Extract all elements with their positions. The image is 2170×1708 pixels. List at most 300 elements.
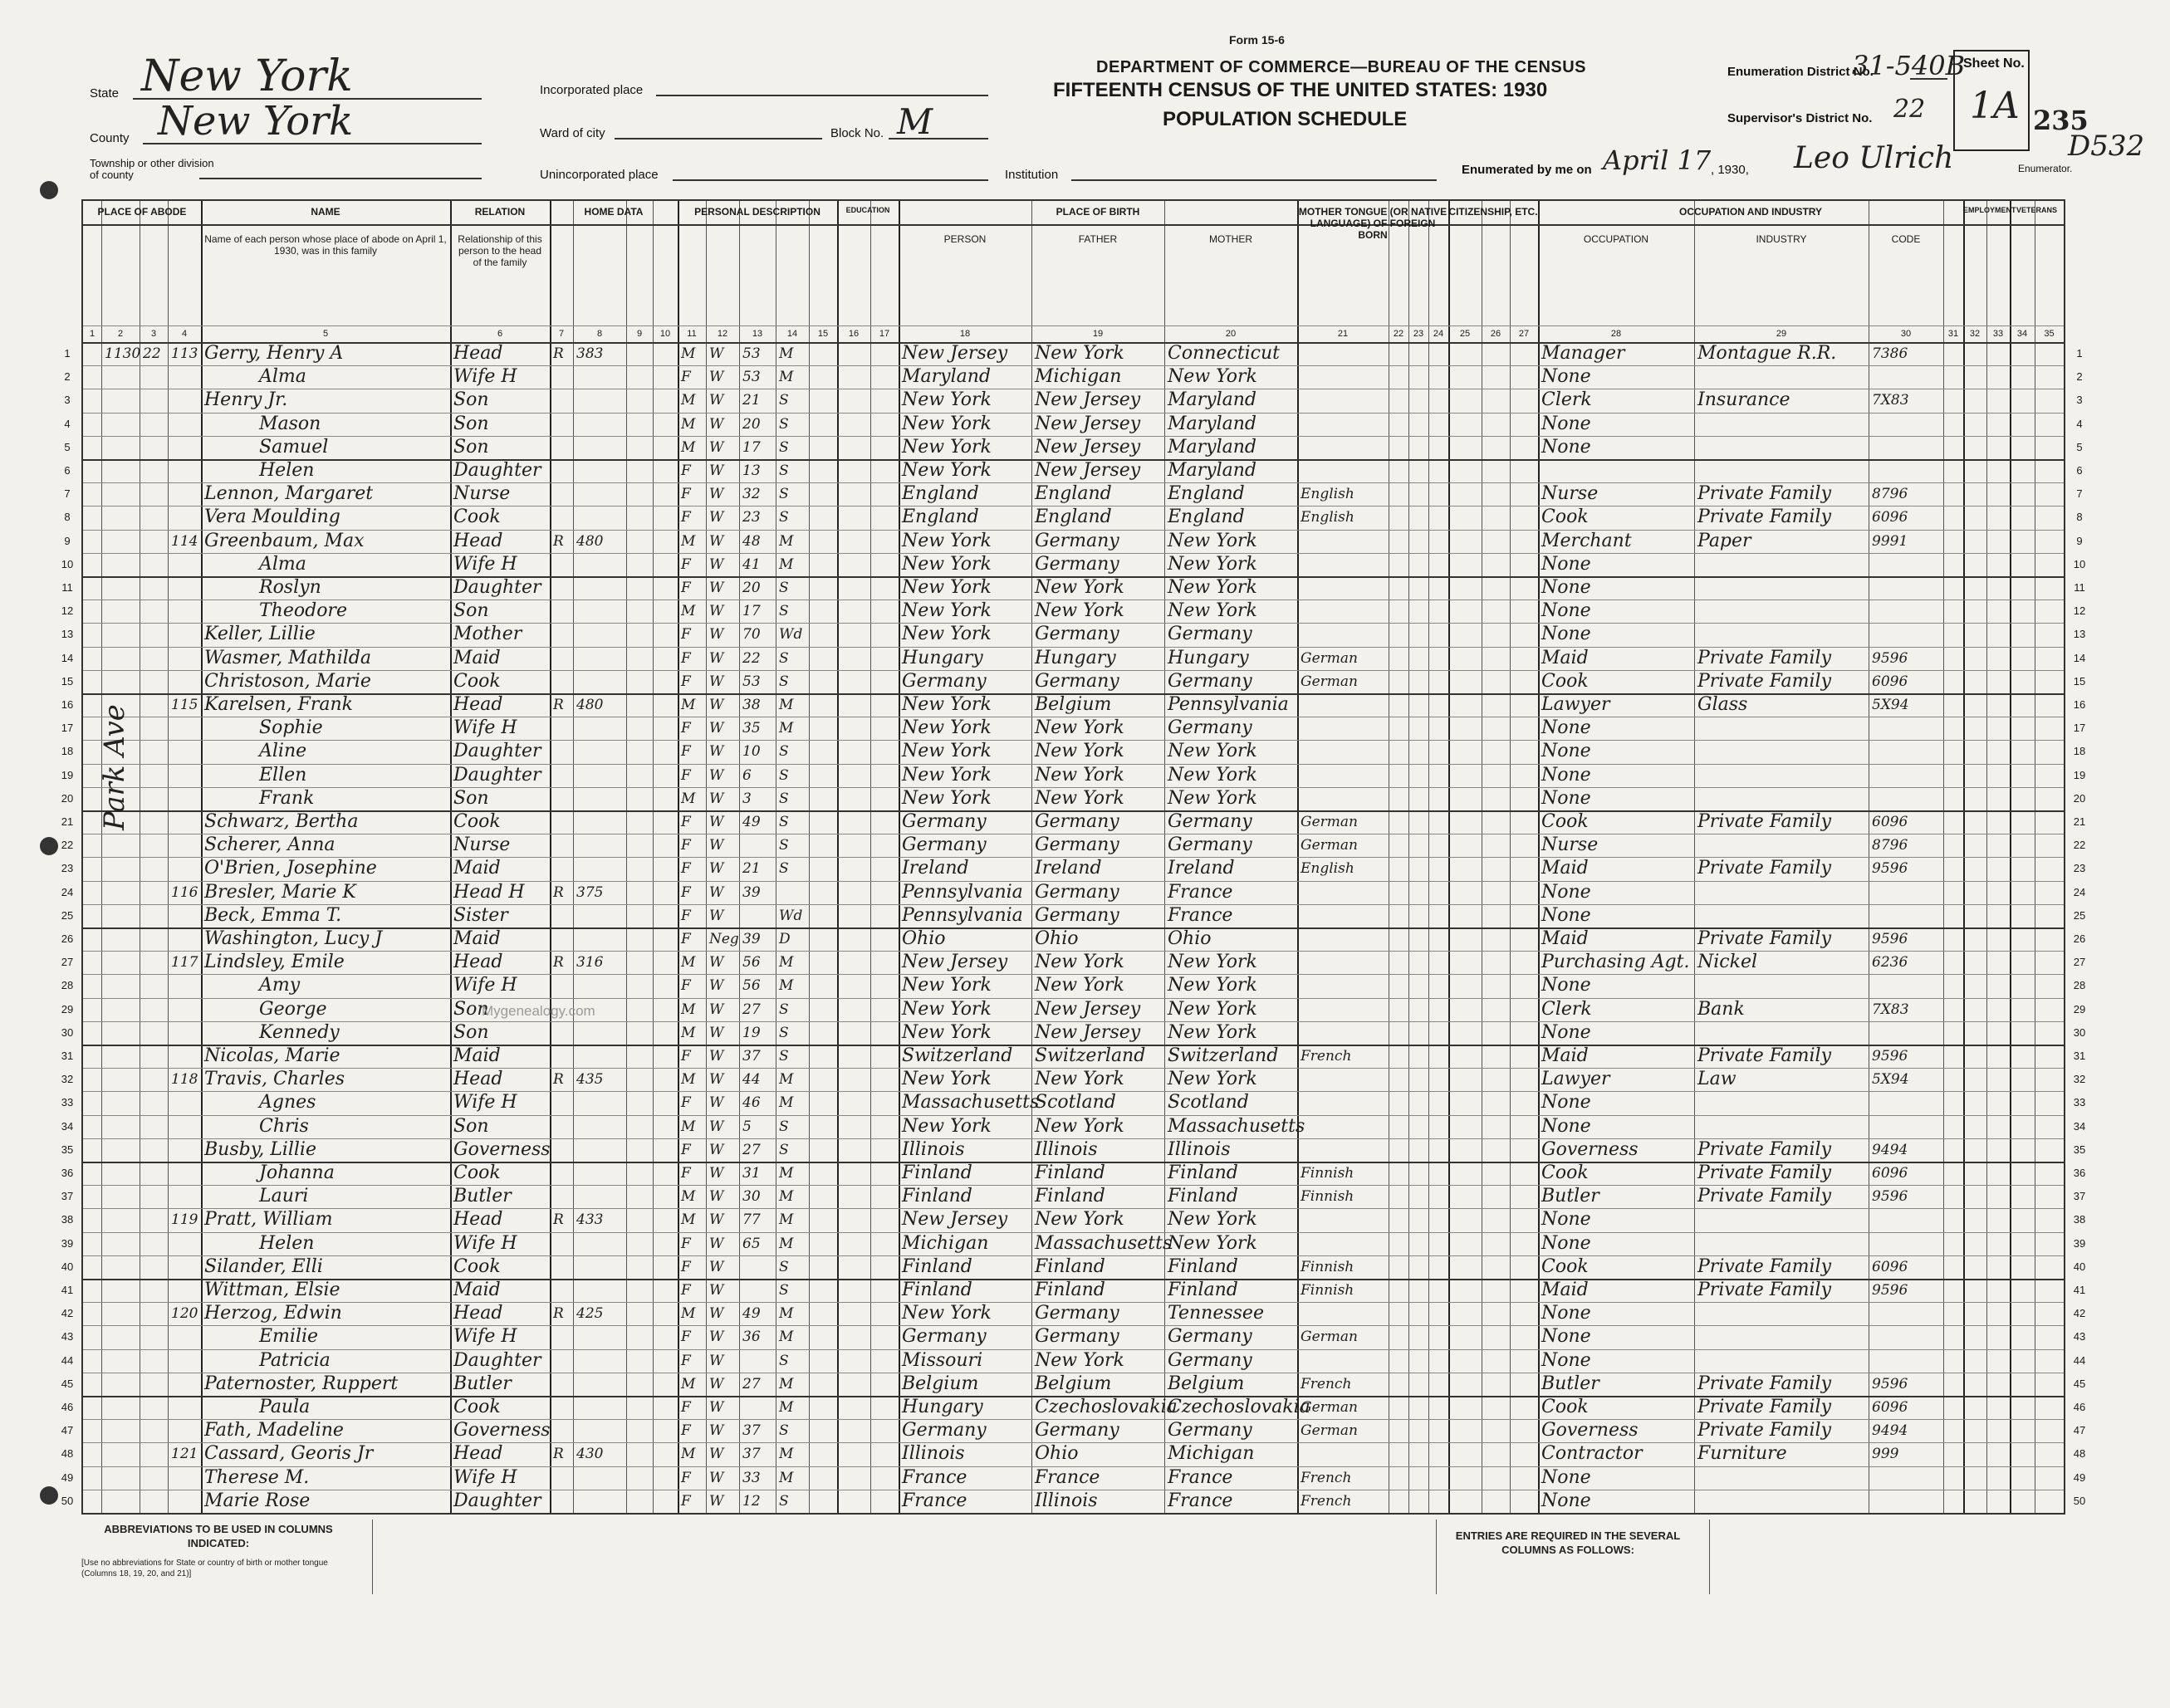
cell-age: 17 (742, 603, 761, 620)
cell-race: W (709, 1258, 724, 1275)
column-number: 7 (558, 329, 565, 339)
cell-fpob: Finland (1035, 1280, 1105, 1300)
cell-name: Amy (259, 975, 301, 996)
cell-ind: Paper (1697, 530, 1751, 551)
row-number: 9 (64, 534, 71, 547)
cell-age: 20 (742, 415, 761, 433)
cell-occ: Maid (1541, 858, 1589, 879)
cell-tongue: Finnish (1301, 1188, 1354, 1206)
column-header-name: Name of each person whose place of abode on April 1, 1930, was in this family (204, 233, 447, 257)
cell-code: 6096 (1872, 1165, 1908, 1182)
cell-code: 6096 (1872, 509, 1908, 526)
cell-sex: F (681, 673, 691, 690)
cell-mar: M (779, 954, 794, 971)
cell-occ: None (1541, 787, 1591, 809)
cell-tongue: Finnish (1301, 1165, 1354, 1182)
cell-ind: Private Family (1697, 1397, 1832, 1417)
cell-mpob: New York (1168, 600, 1257, 622)
cell-sex: F (681, 766, 691, 784)
cell-tongue: German (1301, 649, 1358, 667)
cell-mpob: England (1168, 483, 1245, 505)
cell-house: 1130 (105, 345, 141, 362)
cell-tongue: French (1301, 1375, 1352, 1392)
cell-fpob: Michigan (1035, 366, 1122, 388)
cell-code: 9596 (1872, 1282, 1908, 1299)
cell-sex: F (681, 743, 691, 761)
cell-pob: New York (902, 389, 992, 411)
cell-name: Samuel (259, 436, 329, 458)
cell-name: Gerry, Henry A (204, 343, 344, 364)
cell-fam: 117 (171, 954, 198, 971)
cell-rel: Wife H (453, 1466, 517, 1488)
column-number: 29 (1776, 329, 1787, 339)
cell-pob: New Jersey (902, 1209, 1008, 1231)
cell-mar: S (779, 462, 789, 479)
row-number: 16 (61, 698, 74, 711)
row-number: 48 (61, 1447, 74, 1461)
cell-sex: M (681, 1071, 696, 1089)
cell-pob: Ireland (902, 858, 969, 879)
block-label: Block No. (830, 126, 884, 140)
cell-occ: None (1541, 413, 1591, 434)
cell-pob: New York (902, 460, 992, 481)
cell-pob: New York (902, 413, 992, 434)
row-number: 40 (2073, 1260, 2086, 1273)
row-number: 48 (2073, 1447, 2086, 1461)
cell-code: 6096 (1872, 1399, 1908, 1416)
cell-mar: M (779, 1165, 794, 1182)
cell-mar: M (779, 720, 794, 737)
cell-occ: Lawyer (1541, 694, 1610, 715)
cell-mpob: Finland (1168, 1162, 1238, 1183)
cell-mar: S (779, 1492, 789, 1510)
cell-sex: F (681, 486, 691, 503)
cell-rel: Cook (453, 1397, 501, 1417)
cell-mar: S (779, 438, 789, 456)
cell-mpob: Maryland (1168, 460, 1256, 481)
cell-mar: S (779, 743, 789, 761)
group-header: VETERANS (2016, 206, 2057, 214)
stamp-number: 235 (2033, 105, 2089, 136)
group-header: HOME DATA (584, 206, 644, 218)
cell-occ: None (1541, 975, 1591, 996)
cell-name: Frank (259, 787, 315, 809)
cell-ind: Insurance (1697, 389, 1790, 411)
cell-race: W (709, 697, 724, 713)
cell-fam: 114 (171, 532, 198, 550)
cell-name: Sophie (259, 717, 323, 739)
cell-race: W (709, 1188, 724, 1206)
cell-fam: 121 (171, 1446, 198, 1463)
cell-home: R (553, 532, 564, 550)
cell-pob: New York (902, 764, 992, 785)
cell-occ: Cook (1541, 811, 1589, 832)
cell-tongue: German (1301, 814, 1358, 830)
cell-race: W (709, 954, 724, 971)
cell-age: 30 (742, 1188, 761, 1206)
cell-fpob: Scotland (1035, 1092, 1116, 1113)
row-number: 31 (61, 1050, 74, 1062)
cell-name: Scherer, Anna (204, 834, 336, 856)
row-number: 45 (61, 1377, 74, 1390)
cell-rel: Maid (453, 928, 501, 949)
column-header-rel: Relationship of this person to the head of the family (458, 233, 542, 268)
ward-label: Ward of city (540, 126, 605, 140)
cell-sex: F (681, 1141, 691, 1158)
row-number: 35 (2073, 1143, 2086, 1156)
cell-sex: F (681, 977, 691, 995)
cell-fpob: New York (1035, 764, 1124, 785)
township-label: Township or other division of county (90, 157, 214, 182)
cell-mar: M (779, 1094, 794, 1112)
cell-mar: S (779, 790, 789, 807)
row-number: 17 (2073, 722, 2086, 735)
cell-code: 7X83 (1872, 1001, 1909, 1018)
cell-rel: Daughter (453, 577, 541, 598)
cell-occ: Nurse (1541, 483, 1599, 505)
sheet-number-box (1953, 50, 2030, 151)
cell-rel: Son (453, 389, 489, 411)
cell-mpob: New York (1168, 741, 1257, 762)
cell-val: 430 (576, 1446, 604, 1463)
cell-mpob: Finland (1168, 1255, 1238, 1277)
cell-mpob: New York (1168, 787, 1257, 809)
row-number: 49 (2073, 1471, 2086, 1484)
cell-age: 70 (742, 626, 761, 644)
row-number: 41 (61, 1284, 74, 1296)
cell-mar: S (779, 1118, 789, 1135)
cell-fpob: Illinois (1035, 1138, 1098, 1160)
cell-race: W (709, 1375, 724, 1392)
cell-age: 27 (742, 1375, 761, 1392)
cell-name: Wittman, Elsie (204, 1280, 340, 1300)
cell-fpob: New York (1035, 952, 1124, 973)
group-header: RELATION (474, 206, 526, 218)
cell-fpob: Belgium (1035, 1373, 1112, 1394)
row-number: 31 (2073, 1050, 2086, 1062)
cell-mpob: Maryland (1168, 413, 1256, 434)
enum-district-label: Enumeration District No. (1727, 65, 1874, 79)
cell-race: W (709, 1352, 724, 1369)
row-number: 29 (61, 1002, 74, 1016)
cell-fpob: New Jersey (1035, 1021, 1141, 1043)
cell-rel: Son (453, 436, 489, 458)
unincorporated-label: Unincorporated place (540, 168, 659, 182)
cell-race: W (709, 1024, 724, 1041)
cell-fam: 115 (171, 697, 198, 713)
cell-name: Travis, Charles (204, 1069, 345, 1090)
cell-tongue: German (1301, 1422, 1358, 1440)
cell-name: Silander, Elli (204, 1255, 323, 1277)
cell-rel: Daughter (453, 1349, 541, 1371)
cell-race: W (709, 1118, 724, 1135)
cell-sex: M (681, 1375, 696, 1392)
population-table (61, 199, 2086, 1515)
cell-pob: New York (902, 577, 992, 598)
cell-age: 5 (742, 1118, 752, 1135)
cell-sex: M (681, 1446, 696, 1463)
cell-code: 5X94 (1872, 697, 1909, 713)
cell-fpob: Germany (1035, 530, 1119, 551)
cell-mar: Wd (779, 626, 803, 644)
row-number: 28 (61, 979, 74, 992)
column-number: 25 (1459, 329, 1471, 339)
cell-age: 44 (742, 1071, 761, 1089)
row-number: 37 (2073, 1190, 2086, 1203)
cell-age: 13 (742, 462, 761, 479)
cell-age: 56 (742, 977, 761, 995)
cell-mpob: Germany (1168, 811, 1252, 832)
census-title: FIFTEENTH CENSUS OF THE UNITED STATES: 1930 (1053, 79, 1548, 101)
cell-sex: F (681, 1422, 691, 1440)
cell-fpob: Germany (1035, 834, 1119, 856)
enum-district-value: 31-540B (1852, 50, 1966, 81)
cell-ind: Law (1697, 1069, 1736, 1090)
cell-mar: S (779, 837, 789, 854)
row-number: 11 (61, 581, 73, 594)
cell-home: R (553, 1211, 564, 1229)
cell-mar: D (779, 931, 791, 947)
row-number: 15 (2073, 674, 2086, 688)
row-number: 2 (2076, 370, 2083, 384)
column-header-occ: OCCUPATION (1583, 233, 1649, 245)
cell-rel: Nurse (453, 834, 511, 856)
cell-mar: M (779, 1446, 794, 1463)
cell-rel: Cook (453, 811, 501, 832)
row-number: 33 (2073, 1096, 2086, 1109)
cell-rel: Governess (453, 1420, 551, 1441)
cell-name: Paternoster, Ruppert (204, 1373, 399, 1394)
cell-age: 48 (742, 532, 761, 550)
cell-sex: F (681, 1235, 691, 1252)
cell-sex: M (681, 954, 696, 971)
cell-rel: Son (453, 998, 489, 1020)
cell-home: R (553, 1305, 564, 1323)
cell-name: Patricia (259, 1349, 331, 1371)
cell-race: W (709, 509, 724, 526)
cell-rel: Son (453, 413, 489, 434)
cell-sex: M (681, 438, 696, 456)
cell-name: George (259, 998, 327, 1020)
cell-pob: New York (902, 1069, 992, 1090)
cell-mar: S (779, 486, 789, 503)
cell-race: W (709, 860, 724, 878)
cell-mar: S (779, 392, 789, 409)
cell-age: 53 (742, 673, 761, 690)
cell-fpob: New York (1035, 717, 1124, 739)
cell-code: 9596 (1872, 1375, 1908, 1392)
row-number: 42 (61, 1307, 74, 1320)
row-number: 12 (61, 604, 74, 618)
group-header: NAME (311, 206, 340, 218)
cell-tongue: English (1301, 486, 1354, 503)
row-number: 6 (64, 464, 71, 477)
cell-rel: Daughter (453, 764, 541, 785)
cell-race: W (709, 392, 724, 409)
cell-pob: New York (902, 787, 992, 809)
cell-race: W (709, 369, 724, 386)
cell-mpob: Ohio (1168, 928, 1212, 949)
cell-tongue: German (1301, 837, 1358, 854)
row-number: 9 (2076, 534, 2083, 547)
row-number: 46 (61, 1401, 74, 1413)
cell-occ: Governess (1541, 1138, 1639, 1160)
abbreviations-footer (81, 1520, 2062, 1686)
cell-sex: F (681, 931, 691, 947)
group-header: EDUCATION (845, 206, 890, 214)
cell-mpob: Germany (1168, 670, 1252, 692)
column-number: 3 (150, 329, 157, 339)
cell-mar: S (779, 1001, 789, 1018)
cell-age: 49 (742, 1305, 761, 1323)
cell-fpob: New York (1035, 975, 1124, 996)
cell-tongue: French (1301, 1048, 1352, 1064)
cell-pob: Finland (902, 1280, 972, 1300)
column-number: 18 (959, 329, 971, 339)
column-header-fpob: FATHER (1078, 233, 1118, 245)
cell-fpob: Finland (1035, 1162, 1105, 1183)
cell-mpob: Illinois (1168, 1138, 1231, 1160)
cell-age: 53 (742, 345, 761, 362)
enumerator-label: Enumerator. (2018, 163, 2073, 174)
cell-fpob: New York (1035, 741, 1124, 762)
cell-mar: S (779, 1422, 789, 1440)
cell-mar: M (779, 1071, 794, 1089)
cell-mpob: Finland (1168, 1280, 1238, 1300)
cell-mar: S (779, 814, 789, 830)
cell-fam: 120 (171, 1305, 198, 1323)
column-number: 12 (717, 329, 728, 339)
cell-name: Paula (259, 1397, 311, 1417)
cell-code: 8796 (1872, 837, 1908, 854)
cell-ind: Private Family (1697, 1373, 1832, 1394)
cell-pob: Michigan (902, 1232, 989, 1254)
cell-mpob: Germany (1168, 1420, 1252, 1441)
cell-rel: Wife H (453, 1092, 517, 1113)
cell-race: W (709, 1399, 724, 1416)
cell-race: W (709, 626, 724, 644)
cell-sex: F (681, 1094, 691, 1112)
cell-code: 9494 (1872, 1141, 1908, 1158)
cell-race: W (709, 486, 724, 503)
cell-pob: Germany (902, 811, 987, 832)
group-header: PLACE OF ABODE (97, 206, 187, 218)
cell-name: Pratt, William (204, 1209, 333, 1231)
cell-fam: 116 (171, 883, 198, 901)
cell-name: Nicolas, Marie (204, 1045, 340, 1066)
row-number: 10 (61, 557, 74, 570)
cell-name: Helen (259, 1232, 315, 1254)
column-number: 8 (596, 329, 603, 339)
cell-occ: Nurse (1541, 834, 1599, 856)
row-number: 35 (61, 1143, 74, 1156)
cell-mpob: Tennessee (1168, 1303, 1264, 1324)
cell-pob: New York (902, 717, 992, 739)
cell-age: 36 (742, 1329, 761, 1346)
row-number: 29 (2073, 1002, 2086, 1016)
cell-mpob: Belgium (1168, 1373, 1245, 1394)
cell-pob: New York (902, 553, 992, 575)
entries-title: ENTRIES ARE REQUIRED IN THE SEVERAL COLUMNS AS FOLLOWS: (1455, 1529, 1681, 1556)
row-number: 24 (2073, 885, 2086, 898)
cell-race: W (709, 580, 724, 596)
row-number: 41 (2073, 1284, 2086, 1296)
cell-occ: Lawyer (1541, 1069, 1610, 1090)
column-number: 14 (786, 329, 798, 339)
cell-tongue: German (1301, 673, 1358, 690)
cell-pob: Finland (902, 1162, 972, 1183)
cell-fpob: New York (1035, 1069, 1124, 1090)
cell-rel: Son (453, 1115, 489, 1137)
column-number: 24 (1433, 329, 1444, 339)
row-number: 1 (64, 347, 71, 360)
cell-race: W (709, 1282, 724, 1299)
cell-home: R (553, 1071, 564, 1089)
incorporated-label: Incorporated place (540, 83, 644, 97)
cell-race: W (709, 977, 724, 995)
cell-sex: F (681, 860, 691, 878)
cell-name: Washington, Lucy J (204, 928, 383, 949)
cell-code: 6096 (1872, 1258, 1908, 1275)
cell-ind: Nickel (1697, 952, 1757, 973)
cell-fpob: New York (1035, 1209, 1124, 1231)
cell-mar: M (779, 1305, 794, 1323)
row-number: 22 (2073, 839, 2086, 852)
cell-occ: Contractor (1541, 1443, 1643, 1465)
row-number: 8 (64, 511, 71, 524)
cell-sex: F (681, 1329, 691, 1346)
row-number: 23 (61, 862, 74, 875)
row-number: 13 (2073, 628, 2086, 641)
cell-rel: Wife H (453, 1326, 517, 1348)
cell-mpob: France (1168, 881, 1233, 903)
header-divider (83, 224, 2064, 226)
cell-rel: Wife H (453, 366, 517, 388)
group-header: MOTHER TONGUE (OR NATIVE LANGUAGE) OF FOREIGN BORN (1298, 206, 1447, 241)
column-number: 11 (687, 329, 697, 339)
cell-occ: None (1541, 1115, 1591, 1137)
state-value: New York (141, 51, 353, 101)
row-number: 39 (2073, 1236, 2086, 1250)
cell-fam: 113 (171, 345, 198, 362)
cell-rel: Head (453, 1443, 503, 1465)
cell-code: 7X83 (1872, 392, 1909, 409)
cell-mar: Wd (779, 907, 803, 924)
cell-home: R (553, 345, 564, 362)
cell-sex: M (681, 345, 696, 362)
cell-val: 435 (576, 1071, 604, 1089)
cell-fpob: New York (1035, 787, 1124, 809)
cell-rel: Butler (453, 1373, 512, 1394)
cell-sex: F (681, 1165, 691, 1182)
column-number: 35 (2044, 329, 2055, 339)
column-number: 15 (817, 329, 829, 339)
cell-ind: Private Family (1697, 1138, 1832, 1160)
row-number: 38 (61, 1213, 74, 1226)
cell-mpob: France (1168, 1490, 1233, 1511)
county-label: County (90, 131, 130, 145)
row-number: 28 (2073, 979, 2086, 992)
cell-rel: Daughter (453, 460, 541, 481)
cell-fpob: Illinois (1035, 1490, 1098, 1511)
county-value: New York (158, 98, 354, 144)
cell-rel: Son (453, 1021, 489, 1043)
cell-race: W (709, 1305, 724, 1323)
cell-ind: Private Family (1697, 1255, 1832, 1277)
cell-fpob: Germany (1035, 1303, 1119, 1324)
cell-sex: F (681, 1282, 691, 1299)
row-number: 36 (2073, 1167, 2086, 1179)
